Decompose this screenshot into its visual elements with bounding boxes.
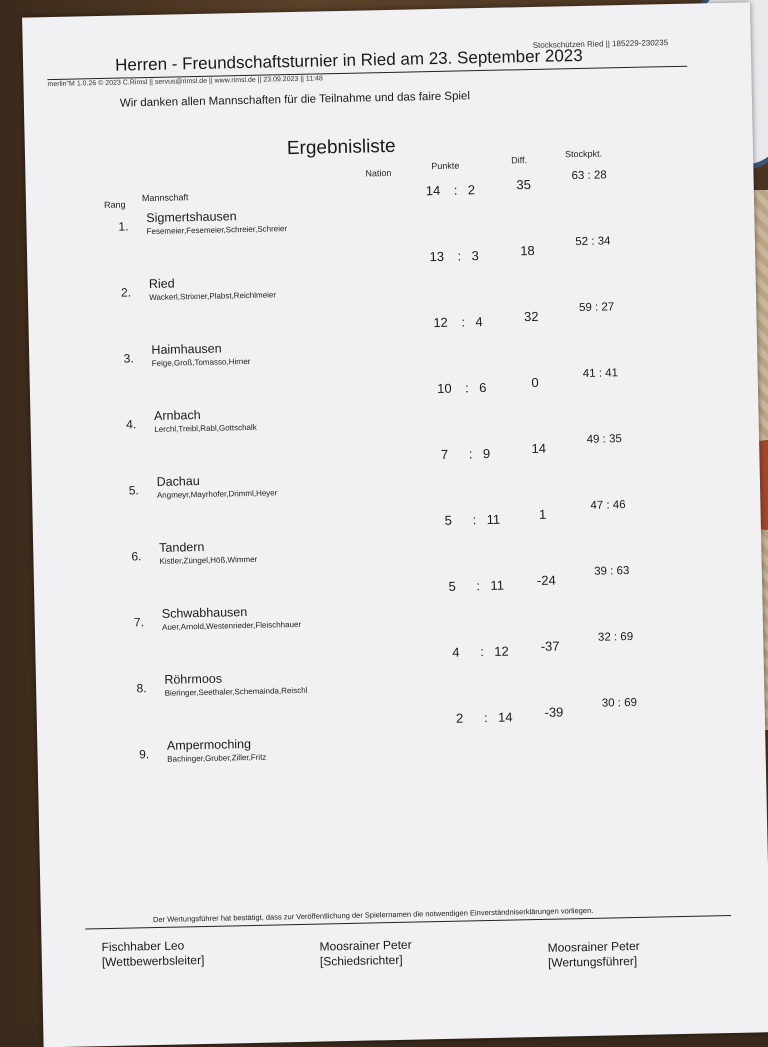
result-sheet (22, 2, 768, 1047)
stock-points: 41 : 41 (582, 367, 619, 380)
signature-name: Moosrainer Peter (547, 938, 640, 955)
rank-cell: 6. (131, 549, 142, 564)
team-name: Tandern (159, 539, 205, 555)
diff-cell: -37 (540, 638, 560, 654)
column-header-punkte: Punkte (431, 160, 460, 172)
team-players: Lerchl,Treibl,Rabl,Gottschalk (154, 422, 257, 434)
rank-cell: 9. (138, 747, 150, 762)
team-name: Ampermoching (166, 736, 252, 753)
diff-cell: 14 (531, 440, 547, 457)
points-for: 13 (429, 248, 445, 265)
points-against: 11 (490, 577, 505, 593)
signature-schiedsrichter (319, 938, 412, 970)
team-name: Ried (148, 276, 175, 292)
points-separator: : (483, 710, 488, 726)
rank-cell: 7. (133, 615, 145, 630)
signature-wertungsfuehrer (548, 939, 641, 971)
signature-name: Fischhaber Leo (101, 938, 185, 955)
points-separator: : (476, 578, 481, 594)
points-against: 2 (467, 182, 476, 198)
points-separator: : (457, 248, 462, 264)
stock-points: 52 : 34 (575, 235, 611, 249)
page-title: Ergebnisliste (286, 135, 396, 160)
rank-cell: 2. (120, 285, 132, 300)
column-header-rang: Rang (103, 199, 126, 210)
stock-points: 30 : 69 (601, 696, 638, 710)
points-against: 12 (494, 643, 509, 659)
team-players: Angmeyr,Mayrhofer,Drimml,Heyer (156, 488, 278, 500)
points-against: 11 (486, 511, 501, 528)
points-separator: : (480, 644, 485, 660)
document-title: Herren - Freundschaftsturnier in Ried am 23. September 2023 (114, 45, 583, 75)
signature-role: [Wettbewerbsleiter] (101, 953, 205, 970)
team-players: Feige,Groß,Tomasso,Hirner (151, 356, 251, 368)
points-separator: : (453, 182, 458, 198)
signature-name: Moosrainer Peter (319, 937, 412, 954)
points-for: 12 (433, 314, 448, 331)
thanks-line: Wir danken allen Mannschaften für die Teilnahme und das faire Spiel (119, 90, 471, 110)
team-name: Schwabhausen (161, 605, 248, 621)
diff-cell: 1 (538, 506, 547, 522)
stock-points: 49 : 35 (586, 433, 622, 446)
diff-cell: -24 (536, 572, 556, 588)
team-players: Auer,Arnold,Westenrieder,Fleischhauer (161, 619, 302, 632)
column-header-mannschaft: Mannschaft (141, 192, 189, 204)
points-against: 3 (471, 248, 479, 264)
team-name: Röhrmoos (164, 671, 223, 687)
diff-cell: 18 (520, 242, 535, 259)
team-name: Arnbach (153, 407, 201, 423)
footer-note: Der Wertungsführer hat bestätigt, dass zur Veröffentlichung der Spielernamen die notwendigen Einverständniserklärungen vorliegen. (152, 905, 594, 925)
points-separator: : (468, 446, 473, 462)
stock-points: 32 : 69 (597, 630, 634, 644)
diff-cell: 35 (516, 177, 532, 193)
diff-cell: 32 (523, 308, 539, 325)
column-header-stockpkt: Stockpkt. (564, 148, 603, 160)
rank-cell: 1. (118, 219, 129, 234)
points-for: 2 (455, 710, 464, 726)
points-for: 7 (440, 446, 449, 462)
team-name: Dachau (156, 474, 200, 489)
team-name: Sigmertshausen (146, 209, 237, 226)
points-against: 4 (475, 314, 483, 330)
team-players: Wackerl,Strixner,Plabst,Reichlmeier (149, 290, 277, 303)
stock-points: 59 : 27 (578, 301, 615, 315)
column-header-nation: Nation (365, 167, 392, 179)
team-players: Bachinger,Gruber,Ziller,Fritz (167, 752, 267, 764)
points-for: 5 (444, 512, 453, 528)
points-against: 6 (478, 379, 487, 396)
points-for: 10 (436, 380, 452, 397)
points-for: 4 (452, 644, 460, 660)
points-separator: : (461, 314, 466, 330)
points-separator: : (464, 380, 469, 396)
meta-line: merlin"M 1.0.26 © 2023 C.Rimsl || servus@rimsl.de || www.rimsl.de || 23.09.2023 || 11:48 (47, 75, 323, 89)
team-players: Fesemeier,Fesemeier,Schreier,Schreier (146, 224, 288, 237)
team-players: Kistler,Züngel,Höß,Wimmer (159, 554, 258, 566)
points-against: 9 (482, 445, 491, 462)
points-for: 5 (448, 578, 456, 594)
rank-cell: 5. (128, 483, 139, 498)
stock-points: 47 : 46 (590, 499, 626, 512)
column-header-diff: Diff. (511, 155, 528, 166)
points-for: 14 (425, 182, 441, 199)
points-against: 14 (497, 709, 513, 725)
signature-role: [Schiedsrichter] (319, 952, 403, 969)
signature-wettbewerbsleiter (101, 938, 204, 970)
rank-cell: 3. (123, 351, 134, 366)
diff-cell: 0 (531, 374, 539, 391)
signature-role: [Wertungsführer] (547, 953, 638, 970)
stock-points: 63 : 28 (571, 169, 607, 183)
rank-cell: 4. (126, 417, 137, 432)
points-separator: : (472, 512, 477, 528)
stock-points: 39 : 63 (594, 565, 630, 578)
club-line: Stockschützen Ried || 185229-230235 (532, 38, 669, 50)
diff-cell: -39 (544, 704, 564, 720)
team-players: Bieringer,Seethaler,Schemainda,Reischl (164, 685, 308, 698)
rank-cell: 8. (136, 681, 147, 696)
team-name: Haimhausen (151, 341, 222, 357)
